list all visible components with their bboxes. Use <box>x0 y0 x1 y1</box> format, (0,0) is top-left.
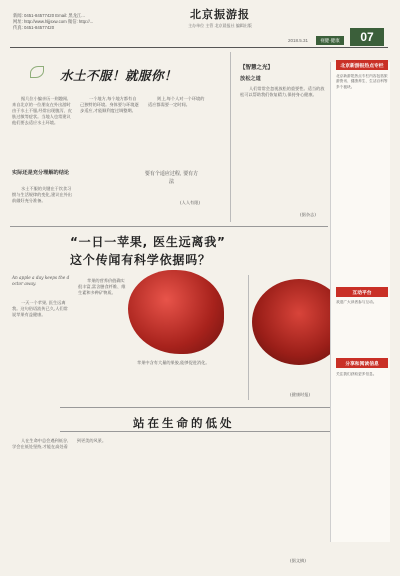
article-credit: (健康时报) <box>290 392 311 397</box>
english-quote: An apple a day keeps the doctor away. <box>12 275 70 287</box>
article-body: 人在生命中总会遇到低谷,学会在低处坚持,才能在高处看到更美的风景。 <box>12 438 107 450</box>
column-divider <box>248 275 249 400</box>
contact-line: 网址: http://www.hljjsxw.com 微信: http://... <box>13 19 94 24</box>
article-column: 一个地方,每个地方都有自己独特的环境。身体要与环境逐步适应,才能顺利度过调整期。 <box>80 96 139 114</box>
contact-line: 新闻: 0451-84577420 Email: 黑龙江... <box>13 13 85 18</box>
section-tag: 视健·健康 <box>316 36 344 45</box>
sidebar-body: 关注我们获取更多信息。 <box>336 372 377 376</box>
sidebar-body: 北京新游报热点专栏内容包括旅游资讯、健康养生、生活百科等多个板块。 <box>336 74 388 89</box>
sidebar-title: 互动平台 <box>352 291 372 296</box>
article-column: 苹果中含有大量的果胶,能够促进消化。 <box>137 360 210 365</box>
article-column: 一天一个苹果, 医生远离我。这句俗语流传已久,人们常说苹果有益健康。 <box>12 300 68 318</box>
article-column: 则上,每个人对一个环境的适应都需要一定时间。 <box>148 96 205 108</box>
article-column: 苹果的营养价值确实很丰富,富含膳食纤维、维生素和多种矿物质。 <box>78 278 126 296</box>
article-subhead: 实际还是充分理解的结论 <box>12 170 70 176</box>
masthead-title: 北京振游报 <box>190 8 250 21</box>
pull-quote: 要有个适应过程, 要有方法 <box>144 171 199 185</box>
sidebar-title: 北京新游报热点专栏 <box>340 64 384 69</box>
contact-line: 传真: 0451-84577420 <box>13 25 55 30</box>
article-credit: (据文摘) <box>290 558 306 563</box>
article-column: 据几位小编亲历一则趣闻,来自北京的一位朋友在外出游时由于水土不服,经常出现腹泻、皮肤过敏等症状。当地人也常建议他们要去适应水土环境。 <box>12 96 72 126</box>
apple-photo <box>128 270 224 354</box>
article-body: 人们常常会忽视放松的重要性。适当的放松可以帮助我们恢复精力,保持身心健康。 <box>240 86 325 98</box>
leaf-icon <box>30 66 44 78</box>
article-credit: (人人有限) <box>180 200 201 205</box>
section-title: 【智慧之光】 <box>240 65 274 71</box>
article-headline: “一日一苹果, 医生远离我” <box>70 235 226 249</box>
article-headline: 水土不服！就服你！ <box>60 68 178 83</box>
article-headline: 站在生命的低处 <box>133 416 235 430</box>
sidebar-title: 分享和阅读信息 <box>345 362 379 367</box>
masthead-subtitle: 主办单位 主管 北京晨报社 编辑出版 <box>188 23 252 28</box>
section-divider <box>10 226 328 227</box>
issue-date: 2018.5.31 <box>288 38 309 43</box>
article-credit: (据杂志) <box>300 212 316 217</box>
article-headline: 这个传闻有科学依据吗？ <box>70 253 211 267</box>
article-subhead: 放松之道 <box>240 76 261 82</box>
page-number: 07 <box>350 28 384 46</box>
article-column: 水土不服的关键在于饮食习惯与生活规律的变化,建议在外出前做好充分准备。 <box>12 186 72 204</box>
sidebar-body: 欢迎广大读者参与互动。 <box>336 300 377 304</box>
header-rule <box>10 47 388 48</box>
column-divider <box>230 52 231 222</box>
masthead <box>150 6 290 29</box>
masthead-contact <box>13 13 141 31</box>
